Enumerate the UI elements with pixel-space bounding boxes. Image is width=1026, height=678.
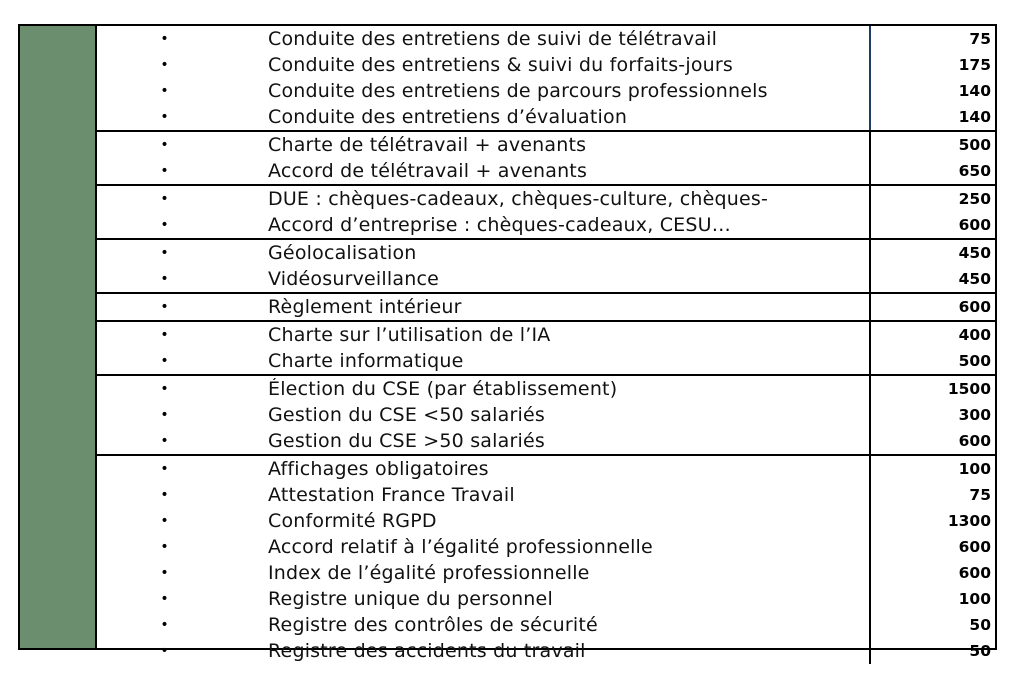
bullet-icon: •	[160, 191, 169, 207]
service-price: 400	[869, 322, 995, 348]
service-group	[97, 238, 995, 292]
bullet-icon: •	[160, 381, 169, 397]
bullet-icon: •	[160, 487, 169, 503]
service-row	[97, 104, 995, 130]
service-row	[97, 612, 995, 638]
service-label: Conduite des entretiens de suivi de télétravail	[268, 28, 718, 50]
service-label: Index de l’égalité professionnelle	[268, 562, 590, 584]
service-label: Géolocalisation	[268, 242, 417, 264]
service-price: 75	[869, 482, 995, 508]
service-row	[97, 376, 995, 402]
bullet-icon: •	[160, 109, 169, 125]
service-price: 50	[869, 612, 995, 638]
bullet-icon: •	[160, 433, 169, 449]
service-row	[97, 508, 995, 534]
service-price: 450	[869, 266, 995, 292]
service-label: Règlement intérieur	[268, 296, 462, 318]
service-price: 140	[869, 78, 995, 104]
bullet-icon: •	[160, 31, 169, 47]
bullet-icon: •	[160, 83, 169, 99]
service-label: Accord relatif à l’égalité professionnelle	[268, 536, 653, 558]
service-label: Registre unique du personnel	[268, 588, 553, 610]
service-price: 600	[869, 560, 995, 586]
service-row	[97, 456, 995, 482]
service-price: 450	[869, 240, 995, 266]
service-label: Registre des accidents du travail	[268, 640, 586, 662]
service-row	[97, 212, 995, 238]
service-price: 650	[869, 158, 995, 184]
bullet-icon: •	[160, 137, 169, 153]
bullet-icon: •	[160, 217, 169, 233]
service-row	[97, 78, 995, 104]
service-row	[97, 186, 995, 212]
service-group	[97, 130, 995, 184]
service-row	[97, 132, 995, 158]
bullet-icon: •	[160, 565, 169, 581]
service-price: 140	[869, 104, 995, 130]
service-group	[97, 292, 995, 320]
service-row	[97, 294, 995, 320]
bullet-icon: •	[160, 245, 169, 261]
service-row	[97, 586, 995, 612]
category-sidebar	[20, 26, 97, 648]
service-row	[97, 266, 995, 292]
service-row	[97, 158, 995, 184]
service-label: Conduite des entretiens de parcours professionnels	[268, 80, 768, 102]
service-label: Gestion du CSE >50 salariés	[268, 430, 545, 452]
service-label: Gestion du CSE <50 salariés	[268, 404, 545, 426]
service-row	[97, 322, 995, 348]
service-label: Charte informatique	[268, 350, 464, 372]
service-price: 75	[869, 26, 995, 52]
service-price: 300	[869, 402, 995, 428]
bullet-icon: •	[160, 513, 169, 529]
service-group	[97, 26, 995, 130]
bullet-icon: •	[160, 57, 169, 73]
service-row	[97, 52, 995, 78]
service-label: Affichages obligatoires	[268, 458, 489, 480]
service-price: 600	[869, 428, 995, 454]
service-label: Charte de télétravail + avenants	[268, 134, 587, 156]
service-price: 500	[869, 348, 995, 374]
service-price: 100	[869, 586, 995, 612]
service-price: 600	[869, 212, 995, 238]
bullet-icon: •	[160, 539, 169, 555]
service-label: Charte sur l’utilisation de l’IA	[268, 324, 551, 346]
service-price: 50	[869, 638, 995, 664]
service-price: 600	[869, 534, 995, 560]
service-row	[97, 638, 995, 664]
service-row	[97, 560, 995, 586]
pricing-table	[18, 24, 997, 662]
service-group	[97, 320, 995, 374]
service-row	[97, 348, 995, 374]
service-label: DUE : chèques-cadeaux, chèques-culture, chèques-	[268, 188, 769, 210]
service-row	[97, 26, 995, 52]
service-price: 500	[869, 132, 995, 158]
service-price: 175	[869, 52, 995, 78]
service-price: 250	[869, 186, 995, 212]
bullet-icon: •	[160, 461, 169, 477]
service-row	[97, 534, 995, 560]
service-label: Accord de télétravail + avenants	[268, 160, 588, 182]
bullet-icon: •	[160, 591, 169, 607]
bullet-icon: •	[160, 327, 169, 343]
service-price: 1300	[869, 508, 995, 534]
service-row	[97, 402, 995, 428]
bullet-icon: •	[160, 407, 169, 423]
service-group	[97, 454, 995, 664]
bullet-icon: •	[160, 271, 169, 287]
service-price: 100	[869, 456, 995, 482]
service-label: Attestation France Travail	[268, 484, 515, 506]
service-label: Accord d’entreprise : chèques-cadeaux, CESU…	[268, 214, 731, 236]
service-price: 1500	[869, 376, 995, 402]
service-row	[97, 428, 995, 454]
bullet-icon: •	[160, 163, 169, 179]
service-price: 600	[869, 294, 995, 320]
service-group	[97, 374, 995, 454]
service-label: Vidéosurveillance	[268, 268, 439, 290]
bullet-icon: •	[160, 643, 169, 659]
service-row	[97, 240, 995, 266]
service-label: Conduite des entretiens d’évaluation	[268, 106, 628, 128]
service-row	[97, 482, 995, 508]
service-label: Registre des contrôles de sécurité	[268, 614, 598, 636]
service-group	[97, 184, 995, 238]
pricing-table-body	[97, 26, 995, 662]
service-label: Conformité RGPD	[268, 510, 437, 532]
bullet-icon: •	[160, 353, 169, 369]
bullet-icon: •	[160, 299, 169, 315]
service-label: Conduite des entretiens & suivi du forfaits-jours	[268, 54, 734, 76]
bullet-icon: •	[160, 617, 169, 633]
service-label: Élection du CSE (par établissement)	[268, 378, 618, 400]
